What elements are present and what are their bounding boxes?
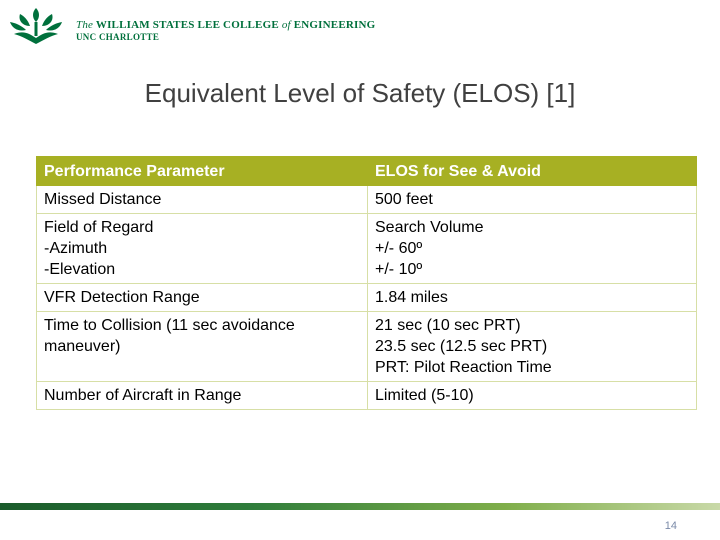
table-row bbox=[37, 214, 697, 284]
column-header-elos: ELOS for See & Avoid bbox=[368, 157, 697, 186]
elos-cell-line: Search Volume bbox=[375, 219, 484, 236]
elos-cell-line: +/- 10º bbox=[375, 261, 423, 278]
college-name: WILLIAM STATES LEE COLLEGE bbox=[95, 19, 279, 31]
college-prefix: The bbox=[76, 19, 94, 31]
elos-cell-line: +/- 60º bbox=[375, 240, 423, 257]
elos-cell bbox=[368, 382, 697, 410]
parameter-cell-line: VFR Detection Range bbox=[44, 289, 200, 306]
parameter-cell-line: -Azimuth bbox=[44, 240, 108, 257]
parameter-cell-line: Number of Aircraft in Range bbox=[44, 387, 242, 404]
elos-cell bbox=[368, 214, 697, 284]
parameter-cell bbox=[37, 312, 368, 382]
parameter-cell-line: Time to Collision (11 sec avoidance maneuver) bbox=[44, 317, 295, 355]
table-row bbox=[37, 312, 697, 382]
parameter-cell bbox=[37, 186, 368, 214]
elos-cell-line: PRT: Pilot Reaction Time bbox=[375, 359, 552, 376]
page-number: 14 bbox=[664, 520, 677, 532]
parameter-cell bbox=[37, 284, 368, 312]
elos-table bbox=[36, 156, 697, 410]
elos-cell-line: 21 sec (10 sec PRT) bbox=[375, 317, 521, 334]
slide-title: Equivalent Level of Safety (ELOS) [1] bbox=[144, 78, 576, 108]
elos-cell-line: 500 feet bbox=[375, 191, 433, 208]
parameter-cell-line: Field of Regard bbox=[44, 219, 154, 236]
elos-cell bbox=[368, 186, 697, 214]
elos-cell-line: 23.5 sec (12.5 sec PRT) bbox=[375, 338, 548, 355]
elos-cell-line: Limited (5-10) bbox=[375, 387, 474, 404]
parameter-cell-line: Missed Distance bbox=[44, 191, 162, 208]
parameter-cell bbox=[37, 214, 368, 284]
university-name: UNC CHARLOTTE bbox=[76, 32, 160, 42]
elos-cell bbox=[368, 312, 697, 382]
table-row bbox=[37, 186, 697, 214]
unc-charlotte-crown-logo-icon bbox=[6, 4, 66, 46]
footer-bar bbox=[0, 503, 720, 510]
college-header bbox=[6, 4, 376, 46]
parameter-cell bbox=[37, 382, 368, 410]
college-of: of bbox=[281, 19, 291, 31]
column-header-parameter: Performance Parameter bbox=[37, 157, 368, 186]
college-suffix: ENGINEERING bbox=[293, 19, 376, 31]
table-row bbox=[37, 382, 697, 410]
table-row bbox=[37, 284, 697, 312]
table-header-row bbox=[37, 157, 697, 186]
parameter-cell-line: -Elevation bbox=[44, 261, 116, 278]
elos-cell bbox=[368, 284, 697, 312]
elos-cell-line: 1.84 miles bbox=[375, 289, 448, 306]
